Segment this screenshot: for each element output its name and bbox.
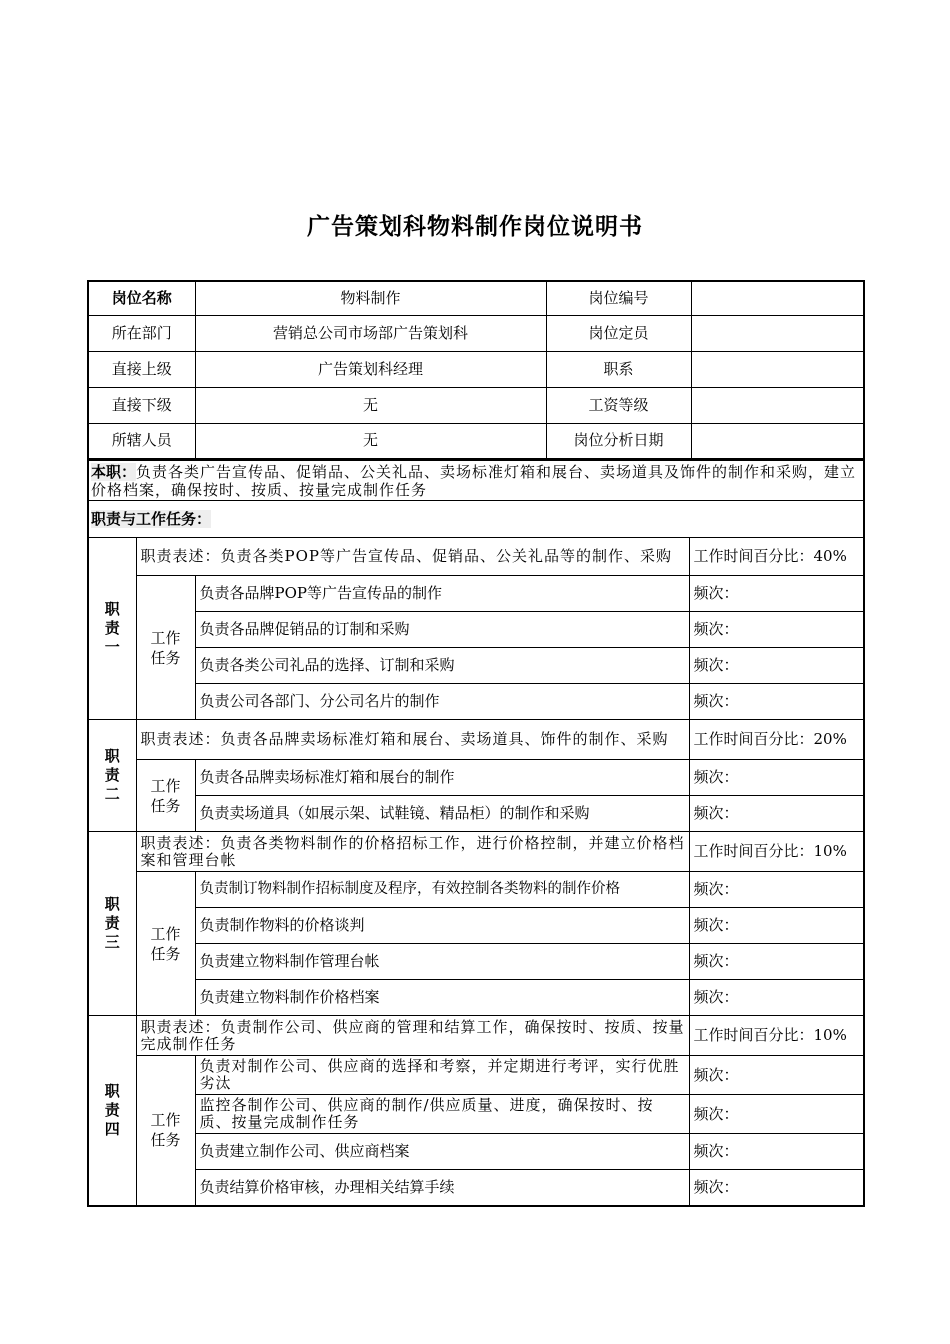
task-row [88, 1056, 864, 1095]
task-frequency: 频次： [689, 1134, 864, 1170]
task-text: 负责公司各部门、分公司名片的制作 [195, 684, 689, 720]
task-row [88, 760, 864, 796]
basic-label: 所辖人员 [88, 423, 195, 459]
task-frequency: 频次： [689, 760, 864, 796]
duty-statement-row [88, 832, 864, 872]
task-frequency: 频次： [689, 684, 864, 720]
basic-value [691, 423, 864, 459]
task-row [88, 1134, 864, 1170]
basic-row [88, 281, 864, 315]
task-row [88, 648, 864, 684]
task-row [88, 1095, 864, 1134]
basic-row [88, 423, 864, 459]
duty-name [88, 720, 136, 832]
task-text: 负责各品牌POP等广告宣传品的制作 [195, 576, 689, 612]
duty-name [88, 538, 136, 720]
basic-label: 岗位分析日期 [546, 423, 691, 459]
task-label-text: 工作任务 [150, 776, 181, 815]
task-label [136, 760, 195, 832]
task-label [136, 576, 195, 720]
task-frequency: 频次： [689, 944, 864, 980]
basic-label: 工资等级 [546, 387, 691, 423]
basic-label: 职系 [546, 351, 691, 387]
duty-name [88, 832, 136, 1016]
duty-statement: 职责表述：负责各类POP等广告宣传品、促销品、公关礼品等的制作、采购 [136, 538, 689, 576]
basic-row [88, 315, 864, 351]
basic-label: 直接下级 [88, 387, 195, 423]
duty-percent: 工作时间百分比：40% [689, 538, 864, 576]
task-text: 负责各类公司礼品的选择、订制和采购 [195, 648, 689, 684]
duty-percent: 工作时间百分比：10% [689, 832, 864, 872]
duty-statement: 职责表述：负责各品牌卖场标准灯箱和展台、卖场道具、饰件的制作、采购 [136, 720, 689, 760]
basic-value [691, 351, 864, 387]
responsibilities-header-row [88, 501, 864, 538]
duty-name-text: 职责一 [104, 600, 120, 656]
basic-value [691, 281, 864, 315]
task-label-text: 工作任务 [150, 1111, 181, 1150]
responsibilities-header-cell [88, 501, 864, 538]
task-label-text: 工作任务 [150, 924, 181, 963]
task-text: 负责各品牌卖场标准灯箱和展台的制作 [195, 760, 689, 796]
basic-info-table [87, 280, 865, 460]
task-text: 负责建立物料制作管理台帐 [195, 944, 689, 980]
duty-statement: 职责表述：负责各类物料制作的价格招标工作，进行价格控制，并建立价格档案和管理台帐 [136, 832, 689, 872]
task-label [136, 872, 195, 1016]
task-row [88, 796, 864, 832]
task-frequency: 频次： [689, 908, 864, 944]
basic-label: 直接上级 [88, 351, 195, 387]
basic-value [691, 315, 864, 351]
duty-summary-text: 负责各类广告宣传品、促销品、公关礼品、卖场标准灯箱和展台、卖场道具及饰件的制作和采购，建立价格档案，确保按时、按质、按量完成制作任务 [91, 462, 857, 499]
basic-value: 物料制作 [195, 281, 546, 315]
duty-name-text: 职责四 [104, 1081, 120, 1138]
task-row [88, 612, 864, 648]
duty-name [88, 1016, 136, 1206]
task-text: 负责结算价格审核，办理相关结算手续 [195, 1170, 689, 1206]
task-text: 负责建立物料制作价格档案 [195, 980, 689, 1016]
task-text: 负责制作物料的价格谈判 [195, 908, 689, 944]
basic-row [88, 351, 864, 387]
basic-label: 岗位定员 [546, 315, 691, 351]
task-row [88, 944, 864, 980]
task-frequency: 频次： [689, 980, 864, 1016]
duty-statement-row [88, 538, 864, 576]
basic-value: 无 [195, 387, 546, 423]
task-frequency: 频次： [689, 576, 864, 612]
task-text: 负责对制作公司、供应商的选择和考察，并定期进行考评，实行优胜劣汰 [195, 1056, 689, 1095]
page-title: 广告策划科物料制作岗位说明书 [307, 214, 643, 240]
task-frequency: 频次： [689, 1056, 864, 1095]
task-frequency: 频次： [689, 1095, 864, 1134]
duty-statement-row [88, 720, 864, 760]
duty-percent: 工作时间百分比：20% [689, 720, 864, 760]
basic-value: 无 [195, 423, 546, 459]
task-label-text: 工作任务 [150, 628, 181, 667]
basic-label: 岗位名称 [88, 281, 195, 315]
duty-summary [88, 461, 864, 501]
task-row [88, 980, 864, 1016]
task-frequency: 频次： [689, 612, 864, 648]
duty-name-text: 职责三 [104, 895, 120, 951]
duty-summary-label: 本职： [91, 462, 137, 481]
basic-label: 所在部门 [88, 315, 195, 351]
task-frequency: 频次： [689, 872, 864, 908]
task-label [136, 1056, 195, 1206]
task-text: 负责制订物料制作招标制度及程序，有效控制各类物料的制作价格 [195, 872, 689, 908]
duty-name-text: 职责二 [104, 747, 120, 803]
duties-table [87, 460, 865, 1207]
task-row [88, 576, 864, 612]
responsibilities-header: 职责与工作任务： [91, 509, 212, 528]
task-frequency: 频次： [689, 1170, 864, 1206]
basic-value [691, 387, 864, 423]
basic-row [88, 387, 864, 423]
task-text: 监控各制作公司、供应商的制作/供应质量、进度，确保按时、按质、按量完成制作任务 [195, 1095, 689, 1134]
task-row [88, 1170, 864, 1206]
task-text: 负责卖场道具（如展示架、试鞋镜、精品柜）的制作和采购 [195, 796, 689, 832]
duty-statement: 职责表述：负责制作公司、供应商的管理和结算工作，确保按时、按质、按量完成制作任务 [136, 1016, 689, 1056]
task-text: 负责各品牌促销品的订制和采购 [195, 612, 689, 648]
basic-value: 营销总公司市场部广告策划科 [195, 315, 546, 351]
basic-label: 岗位编号 [546, 281, 691, 315]
task-row [88, 872, 864, 908]
basic-value: 广告策划科经理 [195, 351, 546, 387]
duty-percent: 工作时间百分比：10% [689, 1016, 864, 1056]
task-frequency: 频次： [689, 796, 864, 832]
task-row [88, 684, 864, 720]
task-row [88, 908, 864, 944]
duty-statement-row [88, 1016, 864, 1056]
task-text: 负责建立制作公司、供应商档案 [195, 1134, 689, 1170]
duty-summary-row [88, 461, 864, 501]
task-frequency: 频次： [689, 648, 864, 684]
